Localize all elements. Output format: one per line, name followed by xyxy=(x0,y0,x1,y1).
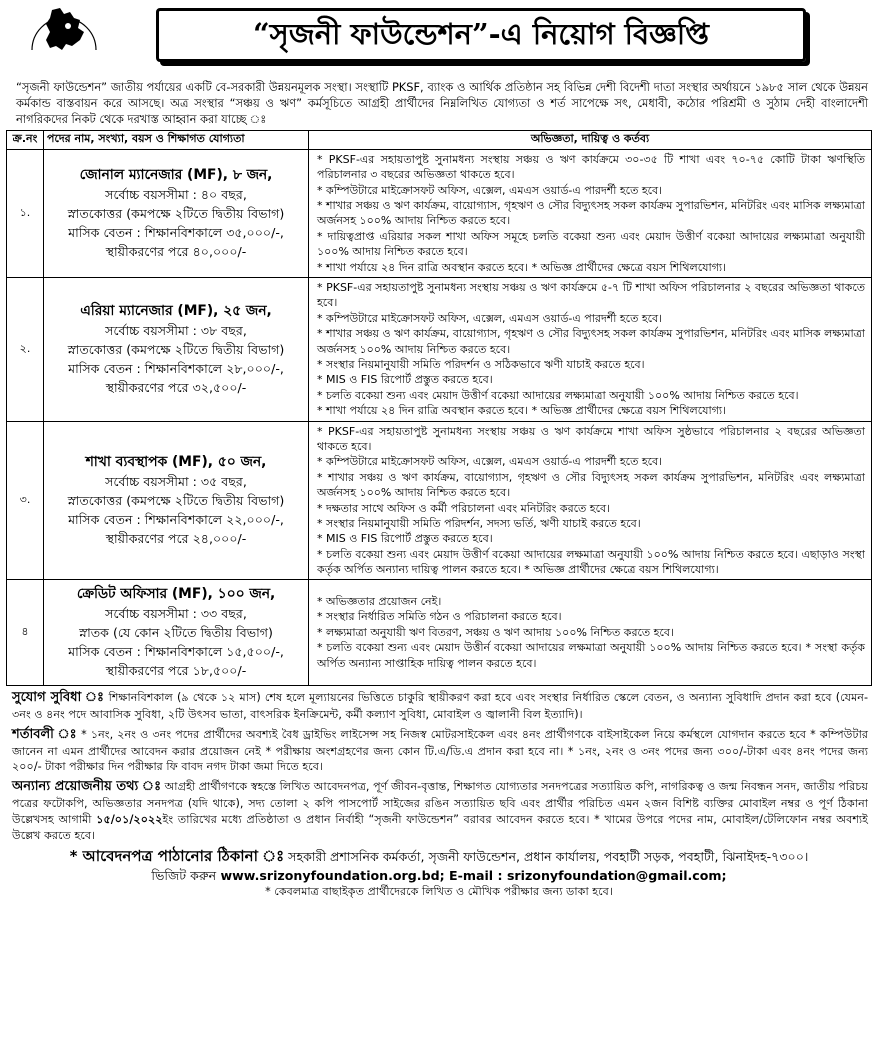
post-education: স্নাতকোত্তর (কমপক্ষে ২টিতে দ্বিতীয় বিভাগ) xyxy=(67,341,285,357)
circular-title: “সৃজনী ফাউন্ডেশন”-এ নিয়োগ বিজ্ঞপ্তি xyxy=(156,8,806,62)
intro-paragraph: “সৃজনী ফাউন্ডেশন” জাতীয় পর্যায়ের একটি বে-সরকারী উন্নয়নমূলক সংস্থা। সংস্থাটি PKSF, ব্যাংক ও আর্থিক প্রতিষ্ঠান সহ বিভিন্ন দেশী বিদেশী দাতা সংস্থার অর্থায়নে ১৯৮৫ সাল থেকে উন্নয়ন কর্মকান্ড বাস্তবায়ন করে আসছে। অত্র সংস্থার “সঞ্চয় ও ঋণ” কর্মসূচিতে আগ্রহী প্রার্থীদের নিম্নলিখিত যোগ্যতা ও শর্ত সাপেক্ষে সৎ, মেধাবী, কঠোর পরিশ্রমী ও সুঠাম দেহী বাংলাদেশী নাগরিকদের নিকট থেকে দরখাস্ত আহ্বান করা যাচ্ছে ঃ xyxy=(16,80,868,126)
conditions-section xyxy=(12,726,868,776)
duty-item: * সংস্থার নিয়মানুযায়ী সমিতি পরিদর্শন ও সঠিকভাবে ঋণী যাচাই করতে হবে। xyxy=(317,357,645,371)
post-cell xyxy=(44,421,309,580)
duty-cell xyxy=(309,278,872,422)
post-salary-permanent: স্থায়ীকরণের পরে ৩২,৫০০/- xyxy=(105,379,247,395)
col-header-post: পদের নাম, সংখ্যা, বয়স ও শিক্ষাগত যোগ্যতা xyxy=(44,130,309,149)
email-link[interactable]: srizonyfoundation@gmail.com; xyxy=(506,867,727,883)
duty-item: * শাখার সঞ্চয় ও ঋণ কার্যক্রম, বায়োগ্যাস, গৃহঋণ ও সৌর বিদ্যুৎসহ সকল কার্যক্রম সুপারভিশন, মনিটরিং এবং মাসিক লক্ষ্যমাত্রা অর্জনসহ ১০০% আদায় নিশ্চিত করতে হবে। xyxy=(317,327,865,356)
duty-item: * সংস্থার নির্ধারিত সমিতি গঠন ও পরিচালনা করতে হবে। xyxy=(317,610,562,624)
duty-item: * শাখার সঞ্চয় ও ঋণ কার্যক্রম, বায়োগ্যাস, গৃহঋণ ও সৌর বিদ্যুৎসহ সকল কার্যক্রম সুপারভিশন, মনিটরিং এবং মাসিক লক্ষ্যমাত্রা অর্জনসহ ১০০% আদায় নিশ্চিত করতে হবে। xyxy=(317,199,865,228)
post-age: সর্বোচ্চ বয়সসীমা : ৩৮ বছর, xyxy=(105,322,247,338)
post-cell xyxy=(44,278,309,422)
duty-item: * লক্ষ্যমাত্রা অনুযায়ী ঋণ বিতরণ, সঞ্চয় ও ঋণ আদায় ১০০% নিশ্চিত করতে হবে। xyxy=(317,625,674,639)
serial-cell: ১. xyxy=(7,149,44,277)
facilities-label: সুযোগ সুবিধা ঃ xyxy=(12,689,105,705)
conditions-text: * ১নং, ২নং ও ৩নং পদের প্রার্থীদের অবশ্যই বৈধ ড্রাইভিং লাইসেন্স সহ নিজস্ব মোটরসাইকেল এবং ৪নং প্রার্থীগণকে বাইসাইকেল নিয়ে কর্মস্থলে যোগদান করতে হবে * কম্পিউটার জানেন না এমন প্রার্থীদের আবেদন করার প্রয়োজন নেই * পরীক্ষায় অংশগ্রহণের জন্য কোন টি.এ/ডি.এ প্রদান করা হবে না। * ১নং, ২নং ও ৩নং পদের জন্য ৩০০/-টাকা এবং ৪নং পদের জন্য ২০০/- টাকা পরীক্ষার দিন পরীক্ষার ফি বাবদ নগদ টাকা জমা দিতে হবে। xyxy=(12,727,869,774)
duty-item: * শাখার সঞ্চয় ও ঋণ কার্যক্রম, বায়োগ্যাস, গৃহঋণ ও সৌর বিদ্যুৎসহ সকল কার্যক্রম সুপারভিশন, মনিটরিং এবং লক্ষ্যমাত্রা অর্জনসহ ১০০% আদায় নিশ্চিত করতে হবে। xyxy=(317,470,865,500)
table-row xyxy=(7,421,872,580)
table-row xyxy=(7,580,872,685)
col-header-serial: ক্র.নং xyxy=(7,130,44,149)
contact-line: ভিজিট করুন www.srizonyfoundation.org.bd; E-mail : srizonyfoundation@gmail.com; xyxy=(151,867,727,883)
duty-item: * চলতি বকেয়া শুন্য এবং মেয়াদ উত্তীর্ন বকেয়া আদায়ের লক্ষমাত্রা অনুযায়ী ১০০% আদায় নিশ্চিত করতে হবে। * সংস্থা কর্তৃক অর্পিত অন্যান্য সাপ্তাহিক দায়িত্ব পালন করতে হবে। xyxy=(317,641,865,670)
post-salary-probation: মাসিক বেতন : শিক্ষানবিশকালে ২২,০০০/-, xyxy=(68,511,284,527)
address-section xyxy=(10,846,868,866)
post-age: সর্বোচ্চ বয়সসীমা : ৩৩ বছর, xyxy=(105,606,247,622)
address-text: সহকারী প্রশাসনিক কর্মকর্তা, সৃজনী ফাউন্ডেশন, প্রধান কার্যালয়, পবহাটী সড়ক, পবহাটী, ঝিনাইদহ-৭৩০০। xyxy=(284,849,809,865)
job-table xyxy=(6,130,872,686)
facilities-section xyxy=(12,689,868,723)
post-title: ক্রেডিট অফিসার (MF), ১০০ জন, xyxy=(76,586,276,603)
post-education: স্নাতক (যে কোন ২টিতে দ্বিতীয় বিভাগ) xyxy=(79,625,273,641)
other-info-label: অন্যান্য প্রয়োজনীয় তথ্য ঃ xyxy=(12,779,162,795)
facilities-text: শিক্ষানবিশকাল (৯ থেকে ১২ মাস) শেষ হলে মূল্যায়নের ভিত্তিতে চাকুরি স্থায়ীকরণ করা হবে এবং সংস্থার নির্ধারিত স্কেলে বেতন, ও অন্যান্য সুবিধাদি প্রদান করা হবে (যেমন- ৩নং ও ৪নং পদে আবাসিক সুবিধা, ২টি উৎসব ভাতা, বাৎসরিক ইনক্রিমেন্ট, কর্মী কল্যাণ সুবিধা, মোবাইল ও জ্বালানী বিল ইত্যাদি)। xyxy=(12,690,868,721)
email-label: E-mail : xyxy=(449,867,503,883)
visit-label: ভিজিট করুন xyxy=(151,867,217,883)
post-salary-probation: মাসিক বেতন : শিক্ষানবিশকালে ২৮,০০০/-, xyxy=(68,360,284,376)
post-cell xyxy=(44,149,309,277)
bangladesh-map-logo-icon xyxy=(14,2,114,76)
table-header-row xyxy=(7,130,872,149)
post-education: স্নাতকোত্তর (কমপক্ষে ২টিতে দ্বিতীয় বিভাগ) xyxy=(67,205,285,221)
duty-item: * PKSF-এর সহায়তাপুষ্ট সুনামধন্য সংস্থায় সঞ্চয় ও ঋণ কার্যক্রমে শাখা অফিস সুষ্ঠভাবে পরিচালনার ২ বছরের অভিজ্ঞতা থাকতে হবে। xyxy=(317,424,865,453)
duty-item: * MIS ও FIS রিপোর্ট প্রস্তুত করতে হবে। xyxy=(317,373,493,387)
post-salary-probation: মাসিক বেতন : শিক্ষানবিশকালে ৩৫,০০০/-, xyxy=(68,224,284,240)
duty-cell xyxy=(309,149,872,277)
duty-item: * চলতি বকেয়া শুন্য এবং মেয়াদ উত্তীর্ণ বকেয়া আদায়ের লক্ষমাত্রা অনুযায়ী ১০০% আদায় নিশ্চিত করতে হবে। এছাড়াও সংস্থা কর্তৃক অর্পিত অন্যান্য দায়িত্ব পালন করতে হবে। * অভিজ্ঞ প্রার্থীদের ক্ষেত্রে বয়স শিথিলযোগ্য। xyxy=(317,547,865,577)
serial-cell: ৩. xyxy=(7,421,44,580)
post-title: জোনাল ম্যানেজার (MF), ৮ জন, xyxy=(79,167,273,184)
post-title: এরিয়া ম্যানেজার (MF), ২৫ জন, xyxy=(80,303,272,320)
post-age: সর্বোচ্চ বয়সসীমা : ৪০ বছর, xyxy=(105,187,247,203)
post-salary-permanent: স্থায়ীকরণের পরে ১৮,৫০০/- xyxy=(105,662,247,678)
post-age: সর্বোচ্চ বয়সসীমা : ৩৫ বছর, xyxy=(105,474,247,490)
duty-item: * দক্ষতার সাথে অফিস ও কর্মী পরিচালনা এবং মনিটরিং করতে হবে। xyxy=(317,501,611,515)
duty-item: * দায়িত্বপ্রাপ্ত এরিয়ার সকল শাখা অফিস সমূহে চলতি বকেয়া শুন্য এবং মেয়াদ উত্তীর্ণ বকেয়া আদায়ের লক্ষ্যমাত্রা অনুযায়ী ১০০% আদায় নিশ্চিত করতে হবে। xyxy=(317,229,865,259)
address-label: * আবেদনপত্র পাঠানোর ঠিকানা ঃ xyxy=(69,847,285,866)
duty-item: * MIS ও FIS রিপোর্ট প্রস্তুত করতে হবে। xyxy=(317,532,493,546)
post-salary-permanent: স্থায়ীকরণের পরে ৪০,০০০/- xyxy=(105,243,247,259)
selection-note: * কেবলমাত্র বাছাইকৃত প্রার্থীদেরকে লিখিত ও মৌখিক পরীক্ষার জন্য ডাকা হবে। xyxy=(265,884,613,898)
other-info-section xyxy=(12,778,868,843)
duty-item: * সংস্থার নিয়মানুযায়ী সমিতি পরিদর্শন, সদস্য ভর্তি, ঋণী যাচাই করতে হবে। xyxy=(317,516,641,530)
other-info-text: আগ্রহী প্রার্থীগণকে স্বহস্তে লিখিত আবেদনপত্র, পূর্ণ জীবন-বৃত্তান্ত, শিক্ষাগত যোগ্যতার সনদপত্রের সত্যায়িত কপি, নাগরিকত্ব ও জন্ম নিবন্ধন সনদ, জাতীয় পরিচয় পত্রের ফটোকপি, অভিজ্ঞতার সনদপত্র (যদি থাকে), সদ্য তোলা ২ কপি পাসপোর্ট সাইজের রঙিন সত্যায়িত ছবি এবং প্রার্থীর পরিচিত এমন ২জন বিশিষ্ট ব্যক্তির মোবাইল নম্বর ও পূর্ণ ঠিকানা উল্লেখসহ আগামী xyxy=(12,780,868,826)
serial-cell: ২. xyxy=(7,278,44,422)
post-education: স্নাতকোত্তর (কমপক্ষে ২টিতে দ্বিতীয় বিভাগ) xyxy=(67,492,285,508)
col-header-duty: অভিজ্ঞতা, দায়িত্ব ও কর্তব্য xyxy=(309,130,872,149)
post-salary-permanent: স্থায়ীকরণের পরে ২৪,০০০/- xyxy=(105,530,247,546)
application-deadline: ১৫/০১/২০২২ xyxy=(96,812,163,826)
serial-cell: ৪ xyxy=(7,580,44,685)
duty-item: * কম্পিউটারে মাইক্রোসফট অফিস, এক্সেল, এমএস ওয়ার্ড-এ পারদর্শী হতে হবে। xyxy=(317,183,663,197)
table-row xyxy=(7,149,872,277)
duty-cell xyxy=(309,421,872,580)
srizony-logo xyxy=(14,2,114,76)
header xyxy=(6,0,872,78)
duty-item: * PKSF-এর সহায়তাপুষ্ট সুনামধন্য সংস্থায় সঞ্চয় ও ঋণ কার্যক্রমে ৩০-৩৫ টি শাখা এবং ৭০-৭৫ কোটি টাকা ঋণস্থিতি পরিচালনার ৩ বছরের অভিজ্ঞতা থাকতে হবে। xyxy=(317,152,865,182)
post-title: শাখা ব্যবস্থাপক (MF), ৫০ জন, xyxy=(85,454,267,471)
duty-item: * শাখা পর্যায়ে ২৪ দিন রাত্রি অবস্থান করতে হবে। * অভিজ্ঞ প্রার্থীদের ক্ষেত্রে বয়স শিথিলযোগ্য। xyxy=(317,404,727,418)
post-cell xyxy=(44,580,309,685)
duty-item: * চলতি বকেয়া শুন্য এবং মেয়াদ উত্তীর্ণ বকেয়া আদায়ের লক্ষ্যমাত্রা অনুযায়ী ১০০% আদায় নিশ্চিত করতে হবে। xyxy=(317,388,799,402)
duty-item: * কম্পিউটারে মাইক্রোসফট অফিস, এক্সেল, এমএস ওয়ার্ড-এ পারদর্শী হতে হবে। xyxy=(317,311,663,325)
other-info-text-2: ইং তারিখের মধ্যে প্রতিষ্ঠাতা ও প্রধান নির্বাহী “সৃজনী ফাউন্ডেশন” বরাবর আবেদন করতে হবে। * খামের উপরে পদের নাম, মোবাইল/টেলিফোন নম্বর অবশ্যই উল্লেখ করতে হবে। xyxy=(12,812,868,842)
website-link[interactable]: www.srizonyfoundation.org.bd xyxy=(220,867,440,883)
table-row xyxy=(7,278,872,422)
post-salary-probation: মাসিক বেতন : শিক্ষানবিশকালে ১৫,৫০০/-, xyxy=(68,643,284,659)
duty-item: * অভিজ্ঞতার প্রয়োজন নেই। xyxy=(317,595,442,609)
duty-item: * PKSF-এর সহায়তাপুষ্ট সুনামধন্য সংস্থায় সঞ্চয় ও ঋণ কার্যক্রমে ৫-৭ টি শাখা অফিস পরিচালনার ২ বছরের অভিজ্ঞতা থাকতে হবে। xyxy=(317,281,865,310)
duty-cell xyxy=(309,580,872,685)
conditions-label: শর্তাবলী ঃ xyxy=(12,726,78,742)
duty-item: * কম্পিউটারে মাইক্রোসফট অফিস, এক্সেল, এমএস ওয়ার্ড-এ পারদর্শী হতে হবে। xyxy=(317,455,663,469)
duty-item: * শাখা পর্যায়ে ২৪ দিন রাত্রি অবস্থান করতে হবে। * অভিজ্ঞ প্রার্থীদের ক্ষেত্রে বয়স শিথিলযোগ্য। xyxy=(317,260,727,274)
